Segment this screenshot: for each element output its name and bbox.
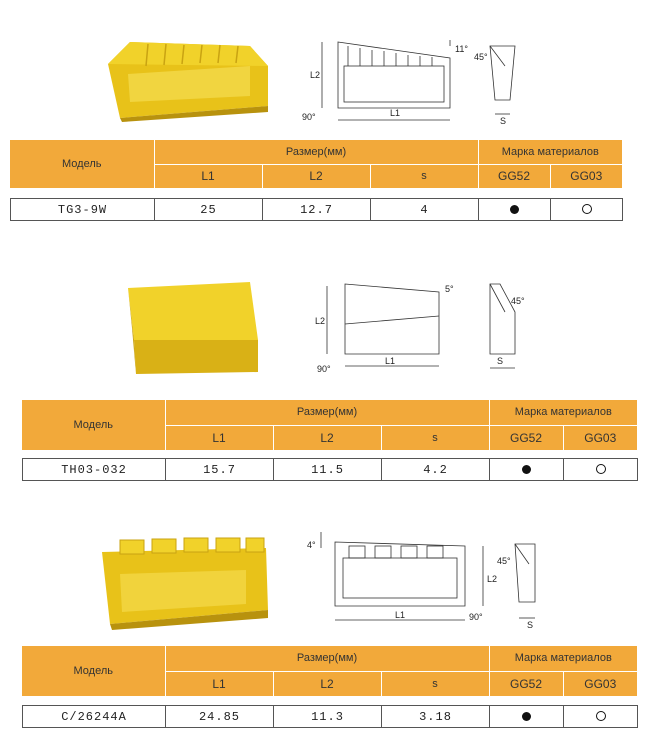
dim-l1-label: L1 [395, 610, 406, 620]
header-gg52: GG52 [489, 671, 563, 696]
header-model: Модель [22, 646, 165, 696]
header-gg52: GG52 [478, 164, 550, 188]
header-size: Размер(мм) [165, 646, 489, 671]
cell-gg03 [564, 706, 638, 728]
filled-circle-icon [510, 205, 519, 214]
cell-model: TG3-9W [11, 199, 155, 221]
cell-gg03 [564, 459, 638, 481]
table-row [22, 458, 638, 481]
cell-model: C/26244A [23, 706, 166, 728]
technical-drawing-tg3-9w [300, 36, 530, 126]
product-block-2 [0, 258, 670, 498]
insert-photo-c26244a [96, 530, 276, 630]
cell-l1: 24.85 [166, 706, 274, 728]
dim-s-label: S [527, 620, 534, 630]
header-material: Марка материалов [489, 400, 637, 425]
product-block-1 [0, 0, 670, 230]
header-gg52: GG52 [489, 425, 563, 450]
header-model: Модель [22, 400, 165, 450]
empty-circle-icon [582, 204, 592, 214]
dim-l2-label: L2 [310, 70, 321, 80]
angle-top-label: 4° [307, 540, 316, 550]
cell-s: 3.18 [382, 706, 490, 728]
header-material: Марка материалов [489, 646, 637, 671]
table-row [10, 198, 623, 221]
product-block-3 [0, 510, 670, 752]
filled-circle-icon [522, 712, 531, 721]
angle-corner-label: 90° [469, 612, 483, 622]
header-l2: L2 [273, 671, 381, 696]
dim-s-label: S [497, 356, 504, 366]
cell-l1: 25 [155, 199, 263, 221]
header-l2: L2 [262, 164, 370, 188]
cell-s: 4.2 [382, 459, 490, 481]
spec-header-3 [22, 646, 637, 696]
header-gg03: GG03 [563, 425, 637, 450]
cell-s: 4 [371, 199, 479, 221]
empty-circle-icon [596, 711, 606, 721]
header-l1: L1 [154, 164, 262, 188]
dim-l1-label: L1 [390, 108, 401, 118]
angle-top-label: 11° [455, 44, 468, 54]
spec-header-2 [22, 400, 637, 450]
dim-l2-label: L2 [487, 574, 498, 584]
header-s: s [381, 671, 489, 696]
cell-gg52 [490, 706, 564, 728]
cell-model: TH03-032 [23, 459, 166, 481]
cell-gg52 [479, 199, 551, 221]
spec-header-1 [10, 140, 622, 188]
angle-side-label: 45° [497, 556, 511, 566]
header-s: s [370, 164, 478, 188]
filled-circle-icon [522, 465, 531, 474]
insert-photo-tg3-9w [100, 36, 275, 122]
technical-drawing-th03-032 [305, 276, 535, 376]
technical-drawing-c26244a [305, 524, 545, 634]
cell-l2: 11.5 [274, 459, 382, 481]
dim-l2-label: L2 [315, 316, 326, 326]
cell-gg52 [490, 459, 564, 481]
header-size: Размер(мм) [154, 140, 478, 164]
header-material: Марка материалов [478, 140, 622, 164]
header-l1: L1 [165, 425, 273, 450]
angle-corner-label: 90° [317, 364, 331, 374]
cell-gg03 [551, 199, 623, 221]
header-l2: L2 [273, 425, 381, 450]
table-row [22, 705, 638, 728]
insert-photo-th03-032 [120, 278, 270, 378]
header-size: Размер(мм) [165, 400, 489, 425]
angle-side-label: 45° [511, 296, 525, 306]
header-gg03: GG03 [563, 671, 637, 696]
dim-s-label: S [500, 116, 507, 126]
cell-l2: 11.3 [274, 706, 382, 728]
angle-corner-label: 90° [302, 112, 316, 122]
angle-top-label: 5° [445, 284, 454, 294]
header-s: s [381, 425, 489, 450]
empty-circle-icon [596, 464, 606, 474]
header-l1: L1 [165, 671, 273, 696]
dim-l1-label: L1 [385, 356, 396, 366]
angle-side-label: 45° [474, 52, 488, 62]
cell-l2: 12.7 [263, 199, 371, 221]
header-gg03: GG03 [550, 164, 622, 188]
cell-l1: 15.7 [166, 459, 274, 481]
header-model: Модель [10, 140, 154, 188]
